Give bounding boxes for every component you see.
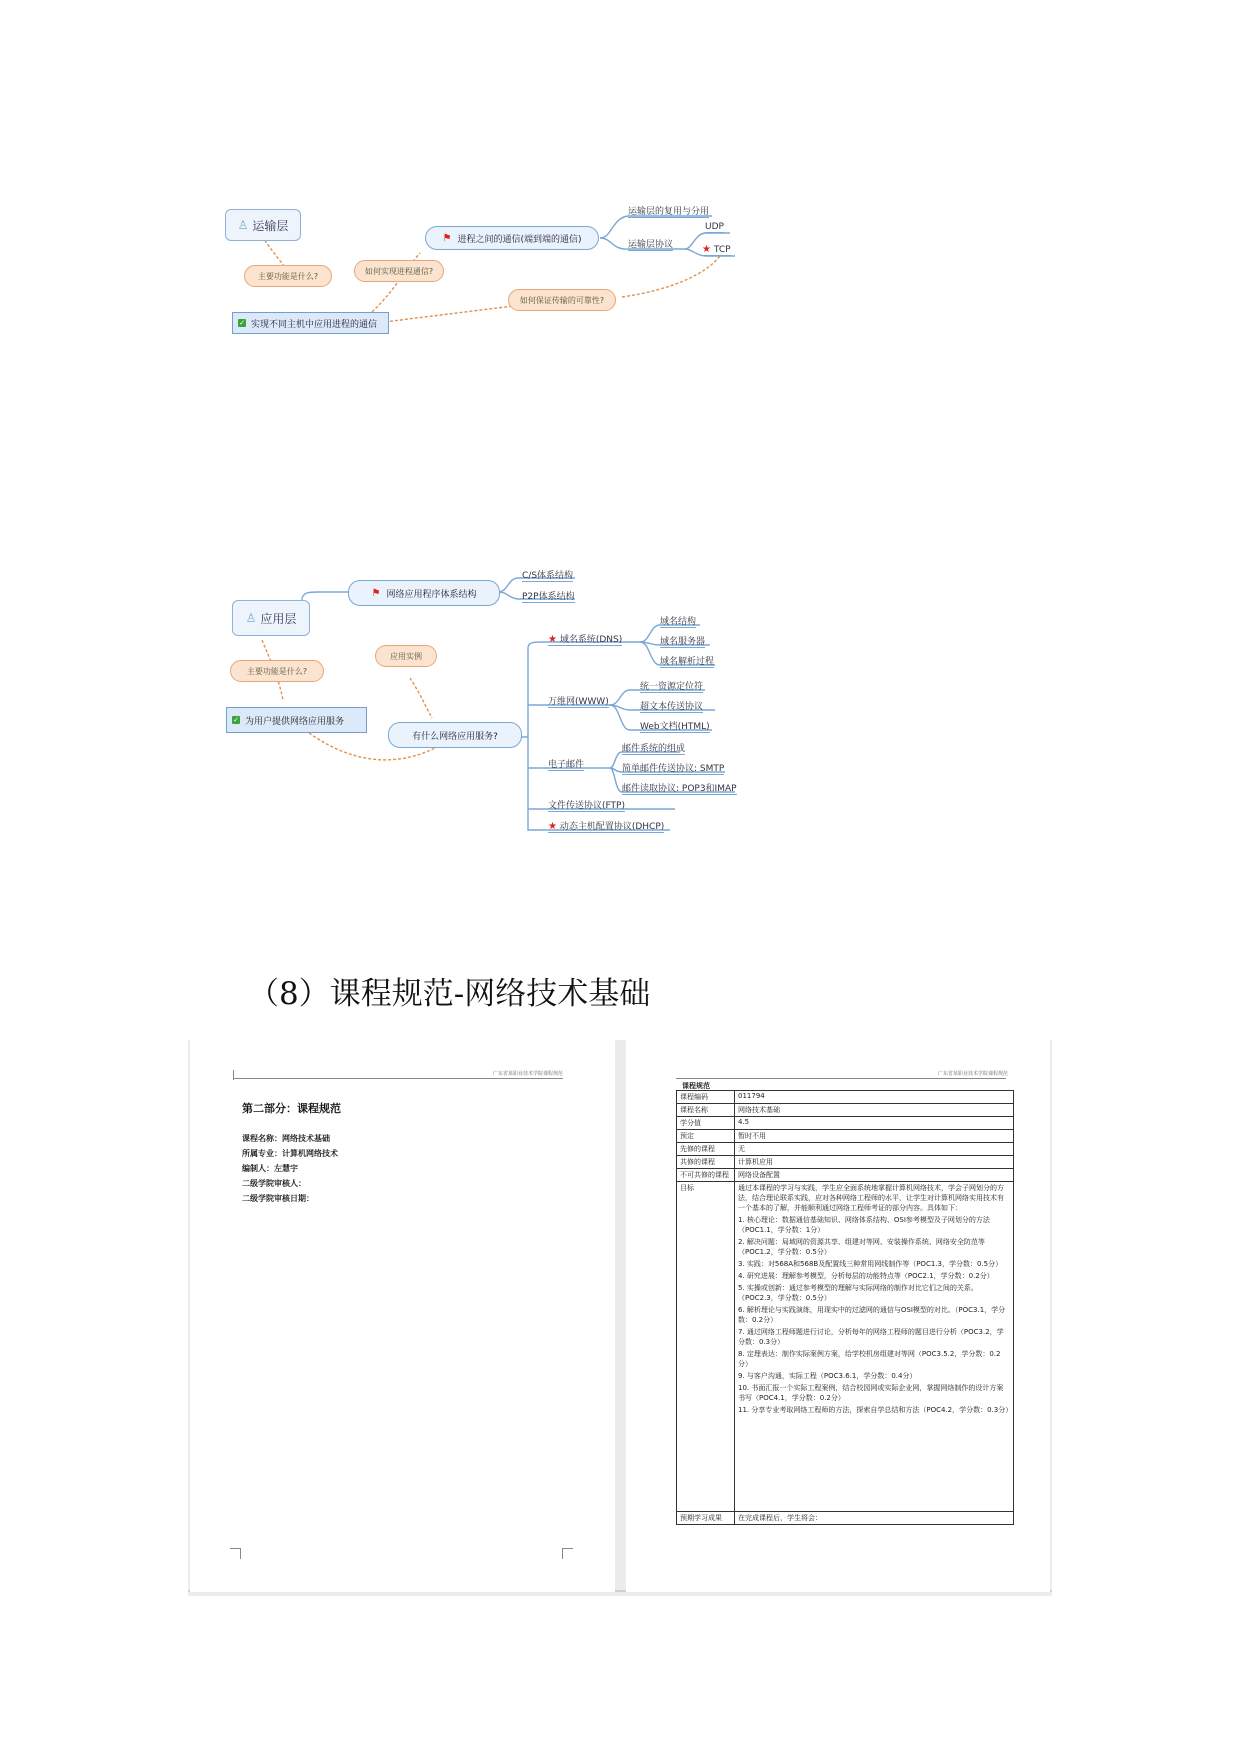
table-row: 课程编码 011794 (677, 1091, 1014, 1104)
mindmap2-dhcp: ★ 动态主机配置协议(DHCP) (548, 821, 665, 832)
checkmark-icon: ✓ (239, 319, 245, 327)
mindmap2-cs: C/S体系结构 (522, 568, 573, 582)
mindmap2-email-item: 邮件系统的组成 (622, 741, 685, 755)
goal-item: 10. 书面汇报一个实际工程案例，结合校园网或实际企业网，掌握网络制作的设计方案书写（POC4.1，学分数：0.2分） (738, 1384, 1004, 1402)
star-icon: ★ (548, 634, 557, 645)
mindmap2-p2p: P2P体系结构 (522, 589, 575, 603)
table-row: 先修的课程 无 (677, 1143, 1014, 1156)
mindmap1-branch-mux: 运输层的复用与分用 (628, 204, 709, 218)
table-row: 学分值 4.5 (677, 1117, 1014, 1130)
mindmap2-root: ♙ 应用层 (232, 600, 310, 636)
doc-line: 二级学院审核日期： (242, 1194, 314, 1203)
mindmap1-question-main: 主要功能是什么? (244, 265, 332, 287)
goal-item: 7. 通过网络工程师题进行讨论，分析每年的网络工程师的题目进行分析（POC3.2，学分数：0.3分） (738, 1328, 1004, 1346)
doc-line: 课程名称：网络技术基础 (242, 1134, 330, 1143)
table-title: 课程规范 (682, 1082, 710, 1090)
mindmap2-dns-item: 域名服务器 (660, 634, 705, 648)
mindmap1-udp: UDP (705, 222, 724, 232)
mindmap1-tcp: ★ TCP (702, 244, 731, 255)
mindmap2-email-item: 简单邮件传送协议: SMTP (622, 761, 724, 775)
mindmap2-services-node: 有什么网络应用服务? (388, 722, 522, 748)
goal-item: 11. 分享专业考取网络工程师的方法，探索自学总结和方法（POC4.2，学分数：0.3分） (738, 1406, 1013, 1414)
mindmap2-question-main: 主要功能是什么? (230, 660, 324, 682)
document-page-right (626, 1040, 1050, 1592)
document-page-left (190, 1040, 615, 1592)
course-spec-table (676, 1090, 1014, 1525)
person-icon: ♙ (237, 218, 249, 232)
mindmap2-answer: ✓ 为用户提供网络应用服务 (226, 707, 367, 733)
mindmap1-branch-protocol: 运输层协议 (628, 237, 673, 251)
mindmap1-answer: ✓ 实现不同主机中应用进程的通信 (232, 312, 389, 334)
star-icon: ★ (548, 821, 557, 832)
mindmap2-email-item: 邮件读取协议: POP3和IMAP (622, 781, 737, 795)
mindmap2-example-question: 应用实例 (375, 645, 437, 667)
mindmap1-root: ♙ 运输层 (225, 209, 301, 241)
section-title: （8）课程规范-网络技术基础 (248, 976, 651, 1012)
mindmap2-www: 万维网(WWW) (548, 694, 609, 708)
star-icon: ★ (702, 244, 711, 255)
mindmap1-question-reliable: 如何保证传输的可靠性? (508, 289, 616, 311)
person-icon: ♙ (245, 611, 257, 625)
table-row: 预期学习成果 在完成课程后，学生将会： (677, 1512, 1014, 1525)
mindmap2-dns-item: 域名结构 (660, 614, 696, 628)
mindmap2-ftp: 文件传送协议(FTP) (548, 798, 625, 812)
goal-item: 2. 解决问题：局域网的资源共享、组建对等网、安装操作系统、网络安全防范等（POC1.2，学分数：0.5分） (738, 1238, 985, 1256)
doc-heading: 第二部分：课程规范 (242, 1102, 341, 1115)
goal-item: 6. 解析理论与实践演练，用现实中的过滤网的通信与OSI模型的对比。（POC3.1，学分数：0.2分） (738, 1306, 1006, 1324)
table-row: 目标 通过本课程的学习与实践，学生应全面系统地掌握计算机网络技术，学会子网划分的方法，结合理论联系实践，应对各种网络工程师的水平，让学生对计算机网络实用技术有一个基本的了解，并能顺利通过网络工程师考证的部分内容。具体如下： 1. 核心理论：数据通信基础知识、网络体系结构、OSI参考模型及子网划分的方法（POC1.1，学分数：1分） 2. 解决问题：局域网的资源共享、组建对等网、安装操作系统、网络安全防范等（POC1.2，学分数：0.5分） 3. 实践：对568A和568B及配置线三种常用网线制作等（POC1.3，学分数：0.5分） 4. 研究进展：理解参考模型，分析每层的功能特点等（POC2.1，学分数：0.2分） 5. 实操或创新：通过参考模型的理解与实际网络的制作对比它们之间的关系。（POC2.3，学分数：0.5分） 6. 解析理论与实践演练，用现实中的过滤网的通信与OSI模型的对比。（POC3.1，学分数：0.2分） 7. 通过网络工程师题进行讨论，分析每年的网络工程师的题目进行分析（POC3.2，学分数：0.3分） 8. 定理表达：制作实际案例方案，给学校机房组建对等网（POC3.5.2，学分数：0.2分） 9. 与客户沟通，实际工程（POC3.6.1，学分数：0.4分） 10. 书面汇报一个实际工程案例，结合校园网或实际企业网，掌握网络制作的设计方案书写（POC4.1，学分数：0.2分） 11. 分享专业考取网络工程师的方法，探索自学总结和方法（POC4.2，学分数：0.3分） (677, 1182, 1014, 1512)
doc-line: 编制人：左慧宇 (242, 1164, 298, 1173)
table-row: 课程名称 网络技术基础 (677, 1104, 1014, 1117)
page-header: 广东省某职业技术学院课程规范 (937, 1071, 1008, 1077)
goal-item: 8. 定理表达：制作实际案例方案，给学校机房组建对等网（POC3.5.2，学分数：0.2分） (738, 1350, 1001, 1368)
doc-line: 二级学院审核人： (242, 1179, 306, 1188)
goal-item: 4. 研究进展：理解参考模型，分析每层的功能特点等（POC2.1，学分数：0.2分） (738, 1272, 994, 1280)
goal-item: 5. 实操或创新：通过参考模型的理解与实际网络的制作对比它们之间的关系。（POC2.3，学分数：0.5分） (738, 1284, 978, 1302)
checkmark-icon: ✓ (233, 716, 239, 724)
mindmap2-dns-item: 域名解析过程 (660, 654, 714, 668)
mindmap2-email: 电子邮件 (548, 757, 584, 771)
mindmap2-arch-node: ⚑ 网络应用程序体系结构 (348, 580, 500, 606)
goal-item: 1. 核心理论：数据通信基础知识、网络体系结构、OSI参考模型及子网划分的方法（POC1.1，学分数：1分） (738, 1216, 990, 1234)
goal-intro: 通过本课程的学习与实践，学生应全面系统地掌握计算机网络技术，学会子网划分的方法，结合理论联系实践，应对各种网络工程师的水平，让学生对计算机网络实用技术有一个基本的了解，并能顺利通过网络工程师考证的部分内容。具体如下： (738, 1184, 1004, 1212)
goal-item: 9. 与客户沟通，实际工程（POC3.6.1，学分数：0.4分） (738, 1372, 917, 1380)
page-header: 广东省某职业技术学院课程规范 (492, 1071, 563, 1077)
mindmap2-www-item: Web文档(HTML) (640, 719, 710, 733)
flag-icon: ⚑ (442, 232, 452, 244)
doc-line: 所属专业：计算机网络技术 (242, 1149, 338, 1158)
mindmap1-question-how: 如何实现进程通信? (354, 260, 444, 282)
mindmap2-www-item: 统一资源定位符 (640, 679, 703, 693)
mindmap2-dns: ★ 域名系统(DNS) (548, 634, 623, 645)
mindmap1-main-node: ⚑ 进程之间的通信(端到端的通信) (425, 226, 599, 250)
goal-item: 3. 实践：对568A和568B及配置线三种常用网线制作等（POC1.3，学分数：0.5分） (738, 1260, 1003, 1268)
flag-icon: ⚑ (371, 587, 381, 599)
mindmap2-www-item: 超文本传送协议 (640, 699, 703, 713)
table-row: 预定 暂时不用 (677, 1130, 1014, 1143)
table-row: 不可共修的课程 网络设备配置 (677, 1169, 1014, 1182)
table-row: 共修的课程 计算机应用 (677, 1156, 1014, 1169)
